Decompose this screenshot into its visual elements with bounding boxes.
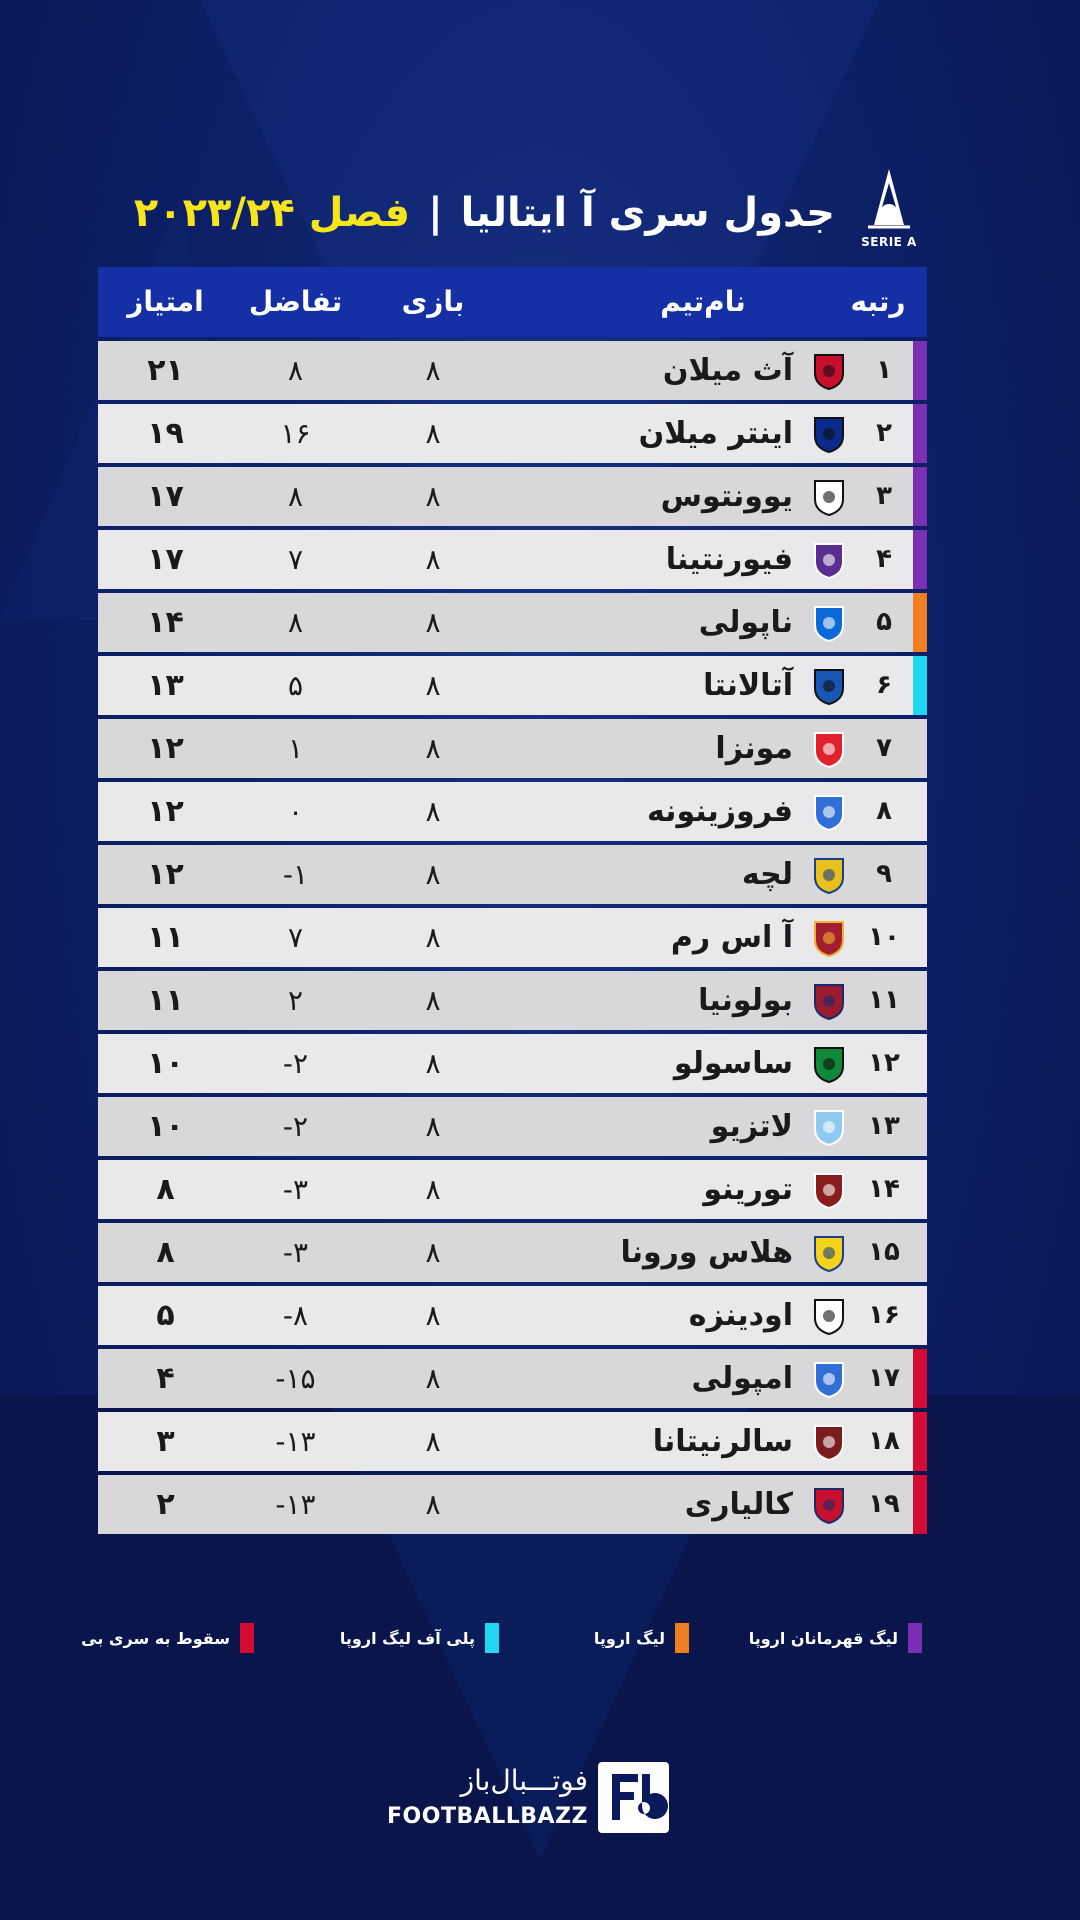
milan-badge-icon: [809, 351, 851, 391]
table-row: [98, 1160, 927, 1219]
title-separator: |: [428, 190, 443, 236]
row-played: ۸: [425, 543, 441, 576]
row-rank: ۵: [876, 607, 892, 637]
brand-name-en: FOOTBALLBAZZ: [387, 1804, 588, 1829]
table-row: [98, 1034, 927, 1093]
table-row: [98, 404, 927, 463]
inter-badge-icon: [809, 414, 851, 454]
row-points: ۱۹: [147, 416, 184, 451]
legend-swatch-uecl: [485, 1623, 499, 1653]
row-points: ۲: [156, 1487, 175, 1522]
row-team-name: ناپولی: [698, 605, 793, 640]
row-rank: ۱۴: [868, 1174, 900, 1204]
torino-badge-icon: [809, 1170, 851, 1210]
roma-badge-icon: [809, 918, 851, 958]
row-rank: ۱۱: [868, 985, 900, 1015]
row-played: ۸: [425, 606, 441, 639]
zone-marker: [913, 1412, 927, 1471]
row-rank: ۱: [876, 355, 892, 385]
logo-text: SERIE A: [861, 235, 917, 249]
row-played: ۸: [425, 795, 441, 828]
legend-item-ucl: [749, 1620, 922, 1656]
serie-a-logo-icon: [864, 165, 914, 233]
sassuolo-badge-icon: [809, 1044, 851, 1084]
page-title: [134, 183, 835, 243]
row-played: ۸: [425, 1299, 441, 1332]
row-points: ۸: [156, 1172, 175, 1207]
table-row: [98, 1412, 927, 1471]
salernitana-badge-icon: [809, 1422, 851, 1462]
frosinone-badge-icon: [809, 792, 851, 832]
row-played: ۸: [425, 480, 441, 513]
row-goal-diff: ۷: [287, 543, 304, 576]
zone-marker: [913, 593, 927, 652]
row-rank: ۴: [876, 544, 892, 574]
row-points: ۵: [156, 1298, 175, 1333]
row-goal-diff: -۱۳: [275, 1425, 316, 1458]
col-diff: تفاضل: [248, 285, 343, 318]
row-rank: ۱۷: [868, 1363, 900, 1393]
empoli-badge-icon: [809, 1359, 851, 1399]
row-rank: ۱۹: [868, 1489, 900, 1519]
row-rank: ۲: [876, 418, 892, 448]
row-rank: ۱۶: [868, 1300, 900, 1330]
row-team-name: ساسولو: [673, 1046, 793, 1081]
zone-marker: [913, 341, 927, 400]
legend-swatch-rel: [240, 1623, 254, 1653]
row-team-name: آ اس رم: [670, 920, 793, 955]
table-row: [98, 341, 927, 400]
row-team-name: مونزا: [715, 731, 793, 766]
row-goal-diff: ۰: [287, 795, 304, 828]
row-team-name: امپولی: [691, 1361, 793, 1396]
table-row: [98, 782, 927, 841]
row-points: ۱۲: [147, 857, 184, 892]
title-season: فصل ۲۰۲۳/۲۴: [133, 190, 411, 236]
zone-marker: [913, 467, 927, 526]
row-team-name: فیورنتینا: [665, 542, 793, 577]
col-points: امتیاز: [127, 285, 204, 318]
row-team-name: سالرنیتانا: [652, 1424, 793, 1459]
row-played: ۸: [425, 669, 441, 702]
row-played: ۸: [425, 1488, 441, 1521]
row-points: ۱۲: [147, 731, 184, 766]
row-goal-diff: ۲: [287, 984, 304, 1017]
juventus-badge-icon: [809, 477, 851, 517]
row-points: ۱۱: [147, 983, 184, 1018]
row-played: ۸: [425, 354, 441, 387]
table-row: [98, 593, 927, 652]
row-points: ۱۰: [147, 1109, 184, 1144]
row-goal-diff: ۷: [287, 921, 304, 954]
row-points: ۳: [156, 1424, 175, 1459]
table-header: [98, 267, 927, 337]
table-row: [98, 1286, 927, 1345]
row-points: ۱۳: [147, 668, 184, 703]
table-row: [98, 971, 927, 1030]
row-team-name: فروزینونه: [646, 794, 793, 829]
napoli-badge-icon: [809, 603, 851, 643]
row-team-name: لچه: [741, 857, 793, 892]
row-played: ۸: [425, 732, 441, 765]
row-goal-diff: ۸: [287, 606, 304, 639]
bologna-badge-icon: [809, 981, 851, 1021]
row-played: ۸: [425, 921, 441, 954]
table-body: [98, 341, 927, 1534]
row-rank: ۱۸: [868, 1426, 900, 1456]
row-team-name: آث میلان: [662, 353, 793, 388]
row-points: ۸: [156, 1235, 175, 1270]
row-team-name: یوونتوس: [660, 479, 793, 514]
col-rank: رتبه: [850, 285, 906, 318]
cagliari-badge-icon: [809, 1485, 851, 1525]
row-points: ۱۱: [147, 920, 184, 955]
row-team-name: تورینو: [703, 1172, 793, 1207]
row-goal-diff: ۱۶: [280, 417, 311, 450]
zone-marker: [913, 656, 927, 715]
row-played: ۸: [425, 1110, 441, 1143]
row-team-name: بولونیا: [698, 983, 793, 1018]
udinese-badge-icon: [809, 1296, 851, 1336]
row-team-name: اینتر میلان: [638, 416, 793, 451]
row-team-name: کالیاری: [684, 1487, 793, 1522]
zone-marker: [913, 1349, 927, 1408]
row-played: ۸: [425, 417, 441, 450]
brand-footer: [0, 1760, 1080, 1835]
table-row: [98, 845, 927, 904]
col-team: نام‌تیم: [660, 285, 746, 318]
table-row: [98, 1349, 927, 1408]
serie-a-logo: [860, 165, 918, 255]
row-rank: ۳: [876, 481, 892, 511]
row-goal-diff: -۱۵: [275, 1362, 316, 1395]
row-team-name: هلاس ورونا: [620, 1235, 793, 1270]
zone-marker: [913, 404, 927, 463]
row-points: ۱۰: [147, 1046, 184, 1081]
standings-table: [98, 267, 927, 1534]
row-rank: ۹: [876, 859, 892, 889]
zone-marker: [913, 530, 927, 589]
legend-swatch-uel: [675, 1623, 689, 1653]
row-rank: ۶: [876, 670, 892, 700]
legend-item-uecl: [340, 1620, 499, 1656]
row-goal-diff: ۵: [287, 669, 304, 702]
legend-label-rel: سقوط به سری بی: [81, 1628, 230, 1648]
row-rank: ۱۲: [868, 1048, 900, 1078]
row-goal-diff: -۱۳: [275, 1488, 316, 1521]
legend-label-ucl: لیگ قهرمانان اروپا: [748, 1628, 898, 1648]
brand-name-fa: فوتـــبال‌باز: [460, 1764, 588, 1797]
lazio-badge-icon: [809, 1107, 851, 1147]
row-goal-diff: -۳: [282, 1236, 309, 1269]
legend-item-rel: [81, 1620, 254, 1656]
table-row: [98, 656, 927, 715]
row-played: ۸: [425, 1362, 441, 1395]
row-team-name: آتالانتا: [703, 668, 793, 703]
verona-badge-icon: [809, 1233, 851, 1273]
row-points: ۱۲: [147, 794, 184, 829]
monza-badge-icon: [809, 729, 851, 769]
row-goal-diff: ۸: [287, 354, 304, 387]
row-goal-diff: -۲: [282, 1047, 309, 1080]
row-points: ۱۷: [147, 542, 184, 577]
row-goal-diff: -۱: [282, 858, 309, 891]
row-rank: ۱۰: [868, 922, 900, 952]
row-team-name: لاتزیو: [710, 1109, 793, 1144]
title-main: جدول سری آ ایتالیا: [460, 190, 835, 236]
table-row: [98, 1223, 927, 1282]
row-rank: ۸: [876, 796, 892, 826]
row-points: ۱۴: [147, 605, 184, 640]
row-goal-diff: ۸: [287, 480, 304, 513]
footballbazz-logo-icon: [598, 1762, 669, 1833]
row-goal-diff: ۱: [287, 732, 304, 765]
table-row: [98, 530, 927, 589]
table-row: [98, 467, 927, 526]
row-rank: ۷: [876, 733, 892, 763]
col-played: بازی: [401, 285, 465, 318]
row-goal-diff: -۳: [282, 1173, 309, 1206]
row-played: ۸: [425, 1236, 441, 1269]
atalanta-badge-icon: [809, 666, 851, 706]
row-goal-diff: -۲: [282, 1110, 309, 1143]
row-rank: ۱۳: [868, 1111, 900, 1141]
row-played: ۸: [425, 984, 441, 1017]
legend-item-uel: [594, 1620, 689, 1656]
row-played: ۸: [425, 858, 441, 891]
row-played: ۸: [425, 1173, 441, 1206]
row-points: ۴: [156, 1361, 175, 1396]
row-points: ۱۷: [147, 479, 184, 514]
row-played: ۸: [425, 1047, 441, 1080]
legend-label-uecl: پلی آف لیگ اروپا: [339, 1628, 475, 1648]
row-rank: ۱۵: [868, 1237, 900, 1267]
row-team-name: اودینزه: [688, 1298, 793, 1333]
zone-marker: [913, 1475, 927, 1534]
lecce-badge-icon: [809, 855, 851, 895]
fiorentina-badge-icon: [809, 540, 851, 580]
row-points: ۲۱: [147, 353, 184, 388]
table-row: [98, 719, 927, 778]
row-goal-diff: -۸: [282, 1299, 309, 1332]
table-row: [98, 908, 927, 967]
header: [0, 165, 1080, 260]
table-row: [98, 1097, 927, 1156]
legend-label-uel: لیگ اروپا: [593, 1628, 665, 1648]
legend: [0, 1620, 1080, 1656]
row-played: ۸: [425, 1425, 441, 1458]
legend-swatch-ucl: [908, 1623, 922, 1653]
table-row: [98, 1475, 927, 1534]
